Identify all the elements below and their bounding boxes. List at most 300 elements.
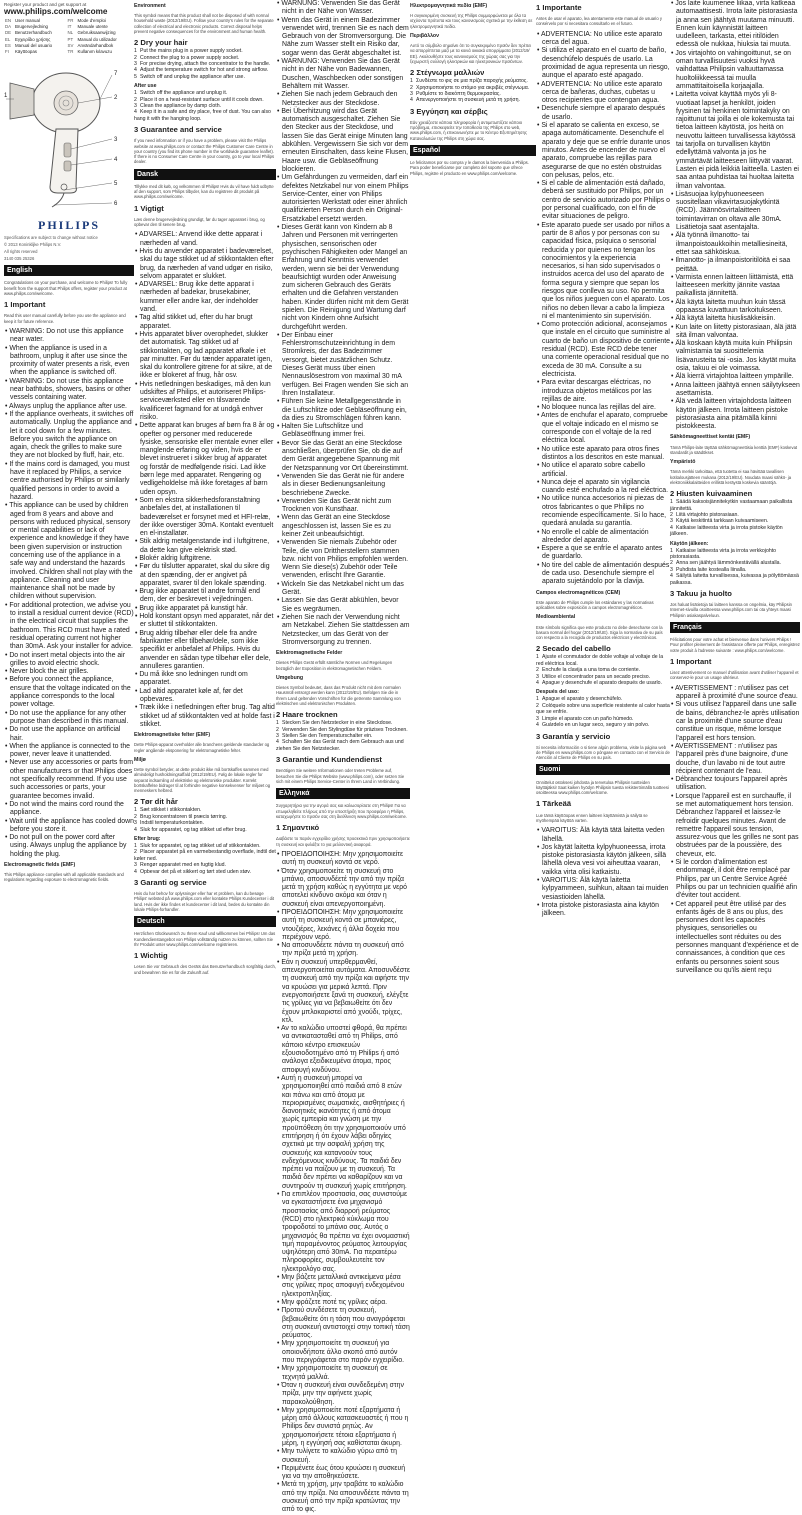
espanol-env-heading: Medioambiental xyxy=(536,614,576,621)
bullet-item: • Jos virtajohto on vahingoittunut, se on oman turvallisuutesi vuoksi hyvä vaihdattaa Philipsin valtuuttamassa huoltoliikkeessä tai muulla ammattitaitoisella korjaajalla. xyxy=(670,50,800,91)
espanol-h1-note: Antes de usar el aparato, lea atentamente este manual de usuario y consérvelo por si necesitara consultarlo en el futuro. xyxy=(536,16,662,27)
bullet-item: • Älä koskaan käytä muita kuin Philipsin valmistamia tai suosittelemia lisävarusteita tai -osia. Jos käytät muita osia, takuu ei ole voimassa. xyxy=(670,340,800,373)
step-number: 2 xyxy=(536,702,539,709)
bullet-item: • WARNING: Do not use this appliance near water. xyxy=(4,328,134,345)
step-item xyxy=(670,573,800,586)
bullet-item: • If the mains cord is damaged, you must have it replaced by Philips, a service centre authorised by Philips or similarly qualified persons in order to avoid a hazard. xyxy=(4,461,134,502)
bullet-item: • Älä kierrä virtajohtoa laitteen ympärille. xyxy=(670,373,800,381)
speed-switch xyxy=(64,161,71,171)
step-number: 1 xyxy=(536,696,539,703)
step-text: Puhdista laite kostealla liinalla. xyxy=(676,566,747,573)
deutsch-env-text: Dieses Symbol bedeutet, dass das Produkt nicht mit dem normalen Hausmüll entsorgt werden kann (2012/19/EU). Befolgen Sie die in Ihrem Land geltenden Vorschriften für die getrennte Sammlung von elektrischen und elektronischen Produkten. xyxy=(276,685,401,706)
language-code: PT xyxy=(67,36,74,42)
step-number: 3 xyxy=(536,715,539,722)
bullet-item: • Do not use the appliance for any other purpose than described in this manual. xyxy=(4,710,134,727)
suomi-emf-heading: Sähkömagneettiset kentät (EMF) xyxy=(670,434,751,441)
bullet-item: • Όταν χρησιμοποιείτε τη συσκευή στο μπάνιο, αποσυνδέετέ την από την πρίζα μετά τη χρήση καθώς η εγγύτητα με νερό αποτελεί κίνδυνο ακόμα και όταν η συσκευή είναι απενεργοποιημένη. xyxy=(276,868,410,909)
step-item xyxy=(670,548,800,561)
bullet-item: • Tag altid stikket ud, efter du har brugt apparatet. xyxy=(134,314,276,331)
deutsch-steps xyxy=(276,720,410,752)
step-text: Place it on a heat-resistant surface until it cools down. xyxy=(140,96,264,103)
bullet-item: • ADVARSEL: Anvend ikke dette apparat i nærheden af vand. xyxy=(134,231,276,248)
section-dansk: Dansk xyxy=(134,169,276,180)
bullet-item: • Antes de enchufar el aparato, compruebe que el voltaje indicado en el mismo se corresponde con el voltaje de la red eléctrica local. xyxy=(536,412,670,445)
espanol-emf-heading: Campos electromagnéticos (CEM) xyxy=(536,589,621,596)
greek-items-start xyxy=(276,851,410,1515)
bullet-item: • VAROITUS: Älä käytä laitetta kylpyammeen, suihkun, altaan tai muiden vesiastioiden lähellä. xyxy=(536,877,670,902)
step-text: Connect the plug to a power supply socket. xyxy=(140,54,240,61)
step-number: 2 xyxy=(134,813,137,820)
bullet-item: • Halten Sie Luftschlitze und Gebläseöffnung immer frei. xyxy=(276,423,410,440)
suomi-h1: 1 Tärkeää xyxy=(536,799,572,809)
bullet-item: • Για επιπλέον προστασία, σας συνιστούμε να εγκαταστήσετε ένα μηχανισμό προστασίας από διαρροή ρεύματος (RCD) στο ηλεκτρικό κύκλωμα που τροφοδοτεί το μπάνιο σας. Αυτός ο μηχανισμός θα πρέπει να έχει ονομαστική τιμή παραμένοντος ρεύματος λειτουργίας υψηλότερη από 30mA. Για περαιτέρω πληροφορίες, συμβουλευτείτε τον ηλεκτρολόγο σας. xyxy=(276,1191,410,1274)
language-code: EL xyxy=(5,36,11,42)
step-text: Indstil temperaturkontakten. xyxy=(140,820,205,827)
dansk-h1: 1 Vigtigt xyxy=(134,203,164,213)
language-code: EN xyxy=(5,18,12,23)
language-name: Användarhandbok xyxy=(77,42,114,48)
step-text: Put the mains plug in a power supply socket. xyxy=(140,48,243,55)
dansk-emf-heading: Elektromagnetiske felter (EMF) xyxy=(134,732,211,739)
step-number: 1 xyxy=(134,48,137,55)
language-name: Benutzerhandbuch xyxy=(15,30,52,36)
espanol-h3: 3 Garantía y servicio xyxy=(536,731,611,741)
bullet-item: • Wenn das Gerät an eine Steckdose angeschlossen ist, lassen Sie es zu keiner Zeit unbeaufsichtigt. xyxy=(276,514,410,539)
suomi-emf-text: Tämä Philips-laite täyttää sähkömagneettisia kenttiä (EMF) koskevat standardit ja säädökset. xyxy=(670,444,798,455)
step-item xyxy=(670,525,800,538)
step-text: Katkaise laitteesta virta ja irrota pistoke käytön jälkeen. xyxy=(670,524,783,538)
language-code: DE xyxy=(5,30,12,36)
step-text: Utilice el concentrador para un secado preciso. xyxy=(542,673,651,680)
step-number: 1 xyxy=(134,90,137,97)
bullet-item: • Wait until the appliance has cooled down before you store it. xyxy=(4,818,134,835)
bullet-item: • Cet appareil peut être utilisé par des enfants âgés de 8 ans ou plus, des personnes dont les capacités physiques, sensorielles ou intellectuelles sont réduites ou des personnes manquant d'expérience et de connaissances, à condition que ces enfants ou personnes soient sous surveillance ou qu'ils aient reçu xyxy=(670,901,800,976)
dansk-h3-text: Hvis du har behov for oplysninger eller har et problem, kan du besøge Philips' websted på www.philips.com eller kontakte Philips Kundecenter i dit land. Hvis der ikke findes et kundecenter i dit land, bedes du kontakte din lokale Philips-forhandler. xyxy=(134,891,274,912)
suomi-intro: Onnittelut ostoksesi johdosta ja tervetuloa Philipsin tuotteiden käyttäjäksi! Saat kaiken hyödyn Philipsin tuesta rekisteröimällä tuotteesi osoitteessa www.philips.com/welcome. xyxy=(536,779,669,796)
greek-env-heading: Περιβάλλον xyxy=(410,32,439,39)
espanol-emf-text: Este aparato de Philips cumple los estándares y las normativas aplicables sobre exposición a campos electromagnéticos. xyxy=(536,599,654,611)
bullet-item: • Ziehen Sie nach der Verwendung nicht am Netzkabel. Ziehen Sie stattdessen am Netzstecker, um das Gerät von der Stromversorgung zu trennen. xyxy=(276,614,410,647)
step-number: 3 xyxy=(134,61,137,67)
suomi-after-steps xyxy=(670,548,800,586)
bullet-item: • Verwenden Sie niemals Zubehör oder Teile, die von Drittherstellern stammen bzw. nicht von Philips empfohlen werden. Wenn Sie diese(s) Zubehör oder Teile verwenden, erlischt Ihre Garantie. xyxy=(276,539,410,580)
suomi-h2: 2 Hiusten kuivaaminen xyxy=(670,489,753,499)
bullet-item: • Μην χρησιμοποιείτε τη συσκευή για οποιονδήποτε άλλο σκοπό από αυτόν που περιγράφεται στο παρόν εγχειρίδιο. xyxy=(276,1340,410,1365)
english-items xyxy=(4,328,134,859)
step-text: Sæt stikket i stikkontakten. xyxy=(140,807,202,814)
step-number: 4 xyxy=(410,97,413,104)
step-number: 3 xyxy=(536,673,539,680)
section-deutsch: Deutsch xyxy=(134,916,276,927)
step-item xyxy=(536,722,670,728)
english-steps xyxy=(134,48,276,80)
dansk-h2: 2 Tør dit hår xyxy=(134,797,178,807)
bullet-item: • AVERTISSEMENT : n'utilisez pas l'appareil près d'une baignoire, d'une douche, d'un lavabo ni de tout autre récipient contenant de l'eau. xyxy=(670,743,800,776)
greek-h3: 3 Εγγύηση και σέρβις xyxy=(410,106,488,116)
step-text: Switch off and unplug the appliance after use. xyxy=(140,73,245,80)
espanol-env-text: Este símbolo significa que este producto no debe desecharse con la basura normal del hogar (2012/19/UE). Siga la normativa de su país con respecto a la recogida de productos eléctricos y electrónicos. xyxy=(536,624,663,641)
step-item xyxy=(276,739,410,752)
doc-code: 3140 035 25326 xyxy=(4,256,35,262)
figure-label-3: 3 xyxy=(114,137,118,144)
english-emf-heading: Electromagnetic fields (EMF) xyxy=(4,861,76,868)
greek-emf-heading: Ηλεκτρομαγνητικά πεδία (EMF) xyxy=(410,3,488,9)
bullet-item: • ADVERTENCIA: No utilice este aparato cerca del agua. xyxy=(536,31,670,48)
rights: All rights reserved xyxy=(4,249,38,255)
bullet-item: • Älä käytä laitetta muuhun kuin tässä oppaassa kuvattuun tarkoitukseen. xyxy=(670,299,800,316)
language-name: Brugervejledning xyxy=(15,24,48,30)
bullet-item: • Never use any accessories or parts from other manufacturers or that Philips does not specifically recommend. If you use such accessories or parts, your guarantee becomes invalid. xyxy=(4,759,134,800)
espanol-items xyxy=(536,31,670,587)
bullet-item: • Este aparato puede ser usado por niños a partir de 8 años y por personas con su capacidad física, psíquica o sensorial reducida y por quienes no tengan los conocimientos y la experiencia necesarios, si han sido supervisados o instruidos acerca del uso del aparato de forma segura y siempre que sepan los riesgos que conlleva su uso. No permita que los niños jueguen con el aparato. Los niños no deben llevar a cabo la limpieza ni el mantenimiento sin supervisión. xyxy=(536,222,670,322)
espanol-after-steps xyxy=(536,696,670,728)
suomi-h3-text: Jos haluat lisätietoja tai laitteen kanssa on ongelmia, käy Philipsin Internet-sivuilla osoitteessa www.philips.com tai ota yhteys maasi Philipsin asiakaspalveluun. xyxy=(670,602,792,618)
step-number: 3 xyxy=(134,862,137,869)
bullet-item: • Ziehen Sie nach jedem Gebrauch den Netzstecker aus der Steckdose. xyxy=(276,91,410,108)
bullet-item: • Nunca deje el aparato sin vigilancia cuando esté enchufado a la red eléctrica. xyxy=(536,479,670,496)
bullet-item: • Som en ekstra sikkerhedsforanstaltning anbefales det, at installationen til badeværelset er forsynet med et HFI-relæ, der ikke overstiger 30mA. Kontakt eventuelt en el-installatør. xyxy=(134,497,276,538)
step-text: Guárdelo en un lugar seco, seguro y sin polvo. xyxy=(542,722,650,729)
bullet-item: • Εάν η συσκευή υπερθερμανθεί, απενεργοποιείται αυτόματα. Αποσυνδέστε τη συσκευή από την πρίζα και αφήστε την να κρυώσει για μερικά λεπτά. Πριν ενεργοποιήσετε ξανά τη συσκευή, ελέγξτε τις γρίλιες για να βεβαιωθείτε ότι δεν έχουν μπλοκαριστεί από χνούδι, τρίχες, κτλ. xyxy=(276,959,410,1025)
bullet-item: • ADVARSEL: Brug ikke dette apparat i nærheden af badekar, brusekabiner, kummer eller andre kar, der indeholder vand. xyxy=(134,281,276,314)
bullet-item: • Do not pull on the power cord after using. Always unplug the appliance by holding the plug. xyxy=(4,834,134,859)
bullet-item: • Si el aparato se calienta en exceso, se apaga automáticamente. Desenchufe el aparato y deje que se enfríe durante unos minutos. Antes de encender de nuevo el aparato, compruebe las rejillas para asegurarse de que no estén obstruidas con pelusas, pelos, etc. xyxy=(536,122,670,180)
bullet-item: • Dette apparat kan bruges af børn fra 8 år og opefter og personer med reducerede fysiske, sensoriske eller mentale evner eller manglende erfaring og viden, hvis de er blevet instrueret i sikker brug af apparatet og forstår de medfølgende risici. Lad ikke børn lege med apparatet. Rengøring og vedligeholdelse må ikke foretages af børn uden opsyn. xyxy=(134,422,276,497)
step-number: 1 xyxy=(670,547,673,554)
dansk-h1-note: Læs denne brugervejledning grundigt, før du tager apparatet i brug, og opbevar den til senere brug. xyxy=(134,216,265,228)
language-index xyxy=(4,18,132,55)
bullet-item: • Um Gefährdungen zu vermeiden, darf ein defektes Netzkabel nur von einem Philips Service-Center, einer von Philips autorisierten Werkstatt oder einer ähnlich qualifizierten Person durch ein Original-Ersatzkabel ersetzt werden. xyxy=(276,174,410,224)
english-env-text: This symbol means that this product shall not be disposed of with normal household waste (2012/19/EU). Follow your country's rules for the separate collection of electrical and electronic products. Correct disposal helps prevent negative consequences for the environment and human health. xyxy=(134,13,274,34)
language-code: SV xyxy=(67,42,74,48)
dansk-env-heading: Miljø xyxy=(134,757,146,763)
deutsch-h1-note: Lesen Sie vor Gebrauch des Geräts das Benutzerhandbuch sorgfältig durch, und bewahren Sie es für die Zukunft auf. xyxy=(134,964,276,975)
step-item xyxy=(134,827,276,833)
greek-emf-text: Η συγκεκριμένη συσκευή της Philips συμμορφώνεται με όλα τα ισχύοντα πρότυπα και τους κανονισμούς σχετικά με την έκθεση σε ηλεκτρομαγνητικά πεδία. xyxy=(410,13,533,29)
dansk-env-text: Dette symbol betyder, at dette produkt ikke må bortskaffes sammen med almindeligt husholdningsaffald (2012/19/EU). Følg de lokale regler for separat indsamling af elektriske og elektroniske produkter. Korrekt bortskaffelse bidrager til at forhindre negative konsekvenser for miljøet og menneskers helbred. xyxy=(134,767,271,793)
bullet-item: • Before you connect the appliance, ensure that the voltage indicated on the appliance corresponds to the local power voltage. xyxy=(4,676,134,709)
figure-label-1: 1 xyxy=(4,93,8,100)
register-text: Register your product and get support at xyxy=(4,2,87,7)
spec-note: Specifications are subject to change without notice xyxy=(4,235,98,241)
column-1 xyxy=(4,0,134,1119)
step-text: Sluk for apparatet, og tag stikket ud af stikkontakten. xyxy=(140,843,261,850)
bullet-item: • Laitetta voivat käyttää myös yli 8-vuotiaat lapset ja henkilöt, joiden fyysinen tai henkinen toimintakyky on rajoittunut tai joilla ei ole kokemusta tai tietoa laitteen käytöstä, jos heitä on neuvottu laitteen turvallisessa käytössä tai tarjolla on turvallisen käytön edellyttämä valvonta ja jos he ymmärtävät laitteeseen liittyvät vaarat. Lasten ei pidä leikkiä laitteella. Lasten ei saa antaa puhdistaa tai huoltaa laitetta ilman valvontaa. xyxy=(670,91,800,191)
step-text: Ρυθμίστε το διακόπτη θερμοκρασίας. xyxy=(416,90,501,97)
greek-intro: Συγχαρητήρια για την αγορά σας και καλωσορίσατε στη Philips! Για να επωφεληθείτε πλήρως από την υποστήριξη που προσφέρει η Philips, καταχωρήστε το προϊόν σας στη διεύθυνση www.philips.com/welcome. xyxy=(276,803,407,819)
english-h3: 3 Guarantee and service xyxy=(134,125,222,135)
bullet-item: • Älä työnnä ilmanotto- tai ilmanpoistoaukkoihin metalliesineitä, ettet saa sähköiskua. xyxy=(670,232,800,257)
bullet-item: • Kun laite on liitetty pistorasiaan, älä jätä sitä ilman valvontaa. xyxy=(670,324,800,341)
dansk-after-heading: Efter brug: xyxy=(134,836,161,843)
suomi-h1-note: Lue tämä käyttöopas ennen laitteen käyttämistä ja säilytä se myöhempää käyttöä varten. xyxy=(536,812,648,823)
deutsch-h1: 1 Wichtig xyxy=(134,951,168,961)
product-figure xyxy=(4,59,134,214)
section-francais: Français xyxy=(670,622,800,633)
bullet-item: • This appliance can be used by children aged from 8 years and above and persons with reduced physical, sensory or mental capabilities or lack of experience and knowledge if they have been given supervision or instruction concerning use of the appliance in a safe way and understand the hazards involved. Children shall not play with the appliance. Cleaning and user maintenance shall not be made by children without supervision. xyxy=(4,502,134,602)
suomi-items-start xyxy=(536,827,670,918)
espanol-h1: 1 Importante xyxy=(536,3,582,12)
bullet-item: • No utilice nunca accesorios ni piezas de otros fabricantes o que Philips no recomiende específicamente. Si lo hace, quedará anulada su garantía. xyxy=(536,495,670,528)
bullet-item: • Hvis apparatet bliver overophedet, slukker det automatisk. Tag stikket ud af stikkontakten, og lad apparatet afkøle i et par minutter. Før du tænder apparatet igen, skal du kontrollere gitrene for at sikre, at de ikke er blokeret af fnug, hår osv. xyxy=(134,331,276,381)
suomi-items xyxy=(670,0,800,431)
step-item xyxy=(536,680,670,686)
bullet-item: • Débranchez toujours l'appareil après utilisation. xyxy=(670,776,800,793)
step-text: Switch off the appliance and unplug it. xyxy=(140,90,228,97)
bullet-item: • Όταν η συσκευή είναι συνδεδεμένη στην πρίζα, μην την αφήνετε χωρίς παρακολούθηση. xyxy=(276,1382,410,1407)
step-item xyxy=(134,869,276,875)
bullet-item: • Der Einbau einer Fehlerstromschutzeinrichtung in dem Stromkreis, der das Badezimmer versorgt, bietet zusätzlichen Schutz. Dieses Gerät muss über einen Nennauslösestrom von maximal 30 mA verfügen. Bei Fragen wenden Sie sich an Ihren Installateur. xyxy=(276,332,410,398)
deutsch-h3-text: Benötigen Sie weitere Informationen oder treten Probleme auf, besuchen Sie die Philips Website (www.philips.com), oder setzen Sie sich mit einem Philips Service-Center in Ihrem Land in Verbindung. xyxy=(276,768,405,784)
figure-label-6: 6 xyxy=(114,201,118,208)
step-number: 4 xyxy=(536,722,539,729)
step-text: Adjust the temperature switch for hot and strong airflow. xyxy=(140,67,269,74)
hair-dryer-illustration xyxy=(4,59,130,209)
step-text: Enchufe la clavija a una toma de corriente. xyxy=(542,667,641,674)
bullet-item: • Si vous utilisez l'appareil dans une salle de bains, débranchez-le après utilisation car la proximité d'une source d'eau constitue un risque, même lorsque l'appareil est hors tension. xyxy=(670,701,800,742)
bullet-item: • Bevor Sie das Gerät an eine Steckdose anschließen, überprüfen Sie, ob die auf dem Gerät angegebene Spannung mit der Netzspannung vor Ort übereinstimmt. xyxy=(276,440,410,473)
bullet-item: • Si le cordon d'alimentation est endommagé, il doit être remplacé par Philips, par un Centre Service Agréé Philips ou par un technicien qualifié afin d'éviter tout accident. xyxy=(670,859,800,900)
step-number: 1 xyxy=(134,843,137,850)
suomi-env-heading: Ympäristö xyxy=(670,459,696,466)
bullet-item: • ΠΡΟΕΙΔΟΠΟΙΗΣΗ: Μην χρησιμοποιείτε αυτή τη συσκευή κοντά σε μπανιέρες, ντουζιέρες, λεκάνες ή άλλα δοχεία που περιέχουν νερό. xyxy=(276,909,410,942)
language-code: TR xyxy=(67,49,74,55)
bullet-item: • Verwenden Sie das Gerät nicht zum Trocknen von Kunsthaar. xyxy=(276,498,410,515)
step-text: Säilytä laitetta turvallisessa, kuivassa ja pölyttömässä paikassa. xyxy=(670,573,799,586)
bullet-item: • Να αποσυνδέετε πάντα τη συσκευή από την πρίζα μετά τη χρήση. xyxy=(276,942,410,959)
step-number: 4 xyxy=(134,826,137,833)
bullet-item: • Para evitar descargas eléctricas, no introduzca objetos metálicos por las rejillas de aire. xyxy=(536,379,670,404)
step-text: Sluk for apparatet, og tag stikket ud efter brug. xyxy=(140,826,247,833)
suomi-after-heading: Käytön jälkeen: xyxy=(670,540,709,547)
deutsch-h2: 2 Haare trocknen xyxy=(276,710,338,720)
language-code: FI xyxy=(5,49,9,55)
step-item xyxy=(536,703,670,716)
language-name: Gebruiksaanwijzing xyxy=(77,30,116,36)
bullet-item: • Μην χρησιμοποιείτε τη συσκευή σε τεχνητά μαλλιά. xyxy=(276,1365,410,1382)
step-number: 4 xyxy=(134,868,137,875)
bullet-item: • Bei Überhitzung wird das Gerät automatisch ausgeschaltet. Ziehen Sie den Stecker aus der Steckdose, und lassen Sie das Gerät einige Minuten lang abkühlen. Vergewissern Sie sich vor dem erneuten Einschalten, dass keine Flusen, Haare usw. die Gebläseöffnung blockieren. xyxy=(276,108,410,174)
step-number: 1 xyxy=(276,720,279,727)
bullet-item: • Jos laite kuumenee liikaa, virta katkeaa automaattisesti. Irrota laite pistorasiasta ja anna sen jäähtyä muutama minuutti. Ennen kuin käynnistät laitteen uudelleen, tarkasta, ettei ritilöiden edessä ole nukkaa, hiuksia tai muuta. xyxy=(670,0,800,50)
bullet-item: • Lad altid apparatet køle af, før det opbevares. xyxy=(134,688,276,705)
bullet-item: • No bloquee nunca las rejillas del aire. xyxy=(536,404,670,412)
deutsch-items xyxy=(276,0,410,647)
step-number: 5 xyxy=(134,73,137,80)
bullet-item: • If the appliance overheats, it switches off automatically. Unplug the appliance and let it cool down for a few minutes. Before you switch the appliance on again, check the grilles to make sure they are not blocked by fluff, hair, etc. xyxy=(4,411,134,461)
bullet-item: • Do not wind the mains cord round the appliance. xyxy=(4,801,134,818)
bullet-item: • Wenn das Gerät in einem Badezimmer verwendet wird, trennen Sie es nach dem Gebrauch von der Stromversorgung. Die Nähe zum Wasser stellt ein Risiko dar, sogar wenn das Gerät abgeschaltet ist. xyxy=(276,17,410,58)
language-name: Manuale utente xyxy=(77,24,108,30)
espanol-h2: 2 Secado del cabello xyxy=(536,644,611,654)
deutsch-env-heading: Umgebung xyxy=(276,674,304,681)
section-english: English xyxy=(4,265,134,276)
step-text: Stellen Sie den Temperaturschalter ein. xyxy=(282,732,373,739)
english-h2: 2 Dry your hair xyxy=(134,38,188,48)
bullet-item: • Varmista ennen laitteen liittämistä, että laitteeseen merkitty jännite vastaa paikallista jännitettä. xyxy=(670,274,800,299)
espanol-steps xyxy=(536,654,670,686)
temperature-switch xyxy=(64,143,71,157)
suomi-steps xyxy=(670,499,800,537)
step-item xyxy=(134,109,276,122)
bullet-item: • Älä vedä laitteen virtajohdosta laitteen käytön jälkeen. Irrota laitteen pistoke pistorasiasta aina pitämällä kiinni pistokkeesta. xyxy=(670,398,800,431)
dansk-h3: 3 Garanti og service xyxy=(134,878,207,888)
dansk-emf-text: Dette Philips-apparat overholder alle branchens gældende standarder og regler angående eksponering for elektromagnetiske felter. xyxy=(134,742,270,753)
suomi-env-text: Tämä merkki tarkoittaa, että tuotetta ei saa hävittää tavallisen kotitalousjätteen mukana (2012/19/EU). Noudata maasi sähkö- ja elektroniikkalaitteiden erillistä keräystä koskevia sääntöjä. xyxy=(670,469,792,485)
bullet-item: • Si utiliza el aparato en el cuarto de baño, desenchúfelo después de usarlo. La proximidad de agua representa un riesgo, aunque el aparato esté apagado. xyxy=(536,47,670,80)
step-text: Ajuste el conmutador de doble voltaje al voltaje de la red eléctrica local. xyxy=(536,654,664,667)
greek-h1: 1 Σημαντικό xyxy=(276,823,320,833)
bullet-item: • No enrolle el cable de alimentación alrededor del aparato. xyxy=(536,529,670,546)
step-item xyxy=(536,654,670,667)
step-number: 1 xyxy=(410,78,413,85)
language-name: Käyttöopas xyxy=(15,49,37,55)
bullet-item: • Περιμένετε έως ότου κρυώσει η συσκευή για να την αποθηκεύσετε. xyxy=(276,1465,410,1482)
step-number: 3 xyxy=(670,518,673,525)
dansk-steps xyxy=(134,807,276,833)
figure-label-5: 5 xyxy=(114,181,118,188)
bullet-item: • No utilice este aparato para otros fines distintos a los descritos en este manual. xyxy=(536,446,670,463)
bullet-item: • Verwenden Sie das Gerät nie für andere als in dieser Bedienungsanleitung beschriebene Zwecke. xyxy=(276,473,410,498)
language-code: NL xyxy=(67,30,74,36)
column-2 xyxy=(134,0,276,1119)
step-number: 2 xyxy=(670,512,673,519)
step-text: Clean the appliance by damp cloth. xyxy=(140,103,222,110)
figure-label-2: 2 xyxy=(114,95,118,102)
bullet-item: • Si el cable de alimentación está dañado, deberá ser sustituido por Philips, por un centro de servicio autorizado por Philips o por personal cualificado, con el fin de evitar situaciones de peligro. xyxy=(536,180,670,221)
bullet-item: • Älä käytä laitetta hiuslisäkkeisiin. xyxy=(670,315,800,323)
bullet-item: • Μην τυλίγετε το καλώδιο γύρω από τη συσκευή. xyxy=(276,1448,410,1465)
bullet-item: • Μετά τη χρήση, μην τραβάτε το καλώδιο από την πρίζα. Να αποσυνδέετε πάντα τη συσκευή από την πρίζα κρατώντας την από το φις. xyxy=(276,1481,410,1514)
bullet-item: • No tire del cable de alimentación después de cada uso. Desenchufe siempre el aparato sujetándolo por la clavija. xyxy=(536,562,670,587)
column-4 xyxy=(410,0,536,1119)
step-text: Anna sen jäähtyä lämmönkestävällä alustalla. xyxy=(676,560,781,567)
suomi-h3: 3 Takuu ja huolto xyxy=(670,589,732,599)
francais-intro: Félicitations pour votre achat et bienvenue dans l'univers Philips ! Pour profiter pleinement de l'assistance offerte par Philips, enregistrez votre produit à l'adresse suivante : www.philips.com/welcome. xyxy=(670,637,800,653)
bullet-item: • WARNING: Do not use this appliance near bathtubs, showers, basins or other vessels containing water. xyxy=(4,378,134,403)
step-number: 2 xyxy=(536,667,539,674)
step-text: Apague y desenchufe el aparato después de usarlo. xyxy=(542,680,662,687)
bullet-item: • Hold konstant opsyn med apparatet, når det er sluttet til stikkontakten. xyxy=(134,613,276,630)
step-text: Schalten Sie das Gerät nach dem Gebrauch aus und ziehen Sie den Netzstecker. xyxy=(276,739,404,752)
column-3 xyxy=(276,0,410,1514)
bullet-item: • Jos käytät laitetta kylpyhuoneessa, irrota pistoke pistorasiasta käytön jälkeen, sillä lähellä oleva vesi voi aiheuttaa vaaran, vaikka virta olisi katkaistu. xyxy=(536,844,670,877)
english-h1-note: Read this user manual carefully before you use the appliance and keep it for future reference. xyxy=(4,313,126,324)
bullet-item: • Do not insert metal objects into the air grilles to avoid electric shock. xyxy=(4,652,134,669)
section-greek: Ελληνικά xyxy=(276,788,410,799)
bullet-item: • WARNUNG: Verwenden Sie das Gerät nicht in der Nähe von Wasser. xyxy=(276,0,410,17)
step-text: Keep it in a safe and dry place, free of dust. You can also hang it with the hanging loop. xyxy=(134,109,271,122)
bullet-item: • Før du tilslutter apparatet, skal du sikre dig at den spænding, der er angivet på apparatet, svarer til den lokale spænding. xyxy=(134,563,276,588)
bullet-item: • Anna laitteen jäähtyä ennen säilytykseen asettamista. xyxy=(670,382,800,399)
english-after-heading: After use xyxy=(134,83,157,90)
step-number: 2 xyxy=(134,96,137,103)
step-number: 4 xyxy=(134,109,137,116)
dansk-after-steps xyxy=(134,843,276,875)
english-emf-text: This Philips appliance complies with all applicable standards and regulations regarding exposure to electromagnetic fields. xyxy=(4,872,124,883)
deutsch-h3: 3 Garantie und Kundendienst xyxy=(276,755,382,765)
bullet-item: • Αυτή η συσκευή μπορεί να χρησιμοποιηθεί από παιδιά από 8 ετών και πάνω και από άτομα με περιορισμένες σωματικές, αισθητήριες ή διανοητικές ικανότητες ή από άτομα χωρίς εμπειρία και γνώση με την προϋπόθεση ότι την χρησιμοποιούν υπό επιτήρηση ή ότι έχουν λάβει οδηγίες σχετικά με την ασφαλή χρήση της συσκευής και κατανοούν τους ενδεχόμενους κινδύνους. Τα παιδιά δεν πρέπει να παίζουν με τη συσκευή. Τα παιδιά δεν πρέπει να καθαρίζουν και να συντηρούν τη συσκευή χωρίς επιτήρηση. xyxy=(276,1075,410,1191)
language-code: IT xyxy=(67,24,72,30)
step-number: 4 xyxy=(670,524,673,531)
english-intro: Congratulations on your purchase, and welcome to Philips! To fully benefit from the support that Philips offers, register your product at www.philips.com/welcome. xyxy=(4,280,128,296)
step-number: 2 xyxy=(670,560,673,567)
bullet-item: • When the appliance is used in a bathroom, unplug it after use since the proximity of water presents a risk, even when the appliance is switched off. xyxy=(4,345,134,378)
step-number: 1 xyxy=(670,499,673,506)
bullet-item: • ΠΡΟΕΙΔΟΠΟΙΗΣΗ: Μην χρησιμοποιείτε αυτή τη συσκευή κοντά σε νερό. xyxy=(276,851,410,868)
step-number: 3 xyxy=(276,732,279,739)
language-code: FR xyxy=(67,18,74,23)
step-item xyxy=(134,74,276,80)
figure-label-7: 7 xyxy=(114,71,118,78)
bullet-item: • Irrota pistoke pistorasiasta aina käytön jälkeen. xyxy=(536,902,670,919)
bullet-item: • VAROITUS: Älä käytä tätä laitetta veden lähellä. xyxy=(536,827,670,844)
bullet-item: • Lorsque l'appareil est en surchauffe, il se met automatiquement hors tension. Débranchez l'appareil et laissez-le refroidir quelques minutes. Avant de remettre l'appareil sous tension, assurez-vous que les grilles ne sont pas obstruées par de la poussière, des cheveux, etc. xyxy=(670,793,800,859)
language-name: Manual del usuario xyxy=(15,42,53,48)
step-number: 2 xyxy=(276,726,279,733)
bullet-item: • Do not use the appliance on artificial hair. xyxy=(4,726,134,743)
francais-items xyxy=(670,685,800,975)
espanol-after-heading: Después del uso: xyxy=(536,689,579,696)
francais-h1-note: Lisez attentivement ce manuel d'utilisation avant d'utiliser l'appareil et conservez-le pour un usage ultérieur. xyxy=(670,670,799,681)
english-after-steps xyxy=(134,90,276,122)
deutsch-intro: Herzlichen Glückwunsch zu Ihrem Kauf und willkommen bei Philips! Um das Kundendienstangebot von Philips vollständig nutzen zu können, sollten Sie Ihr Produkt unter www.philips.com/welcome registrieren. xyxy=(134,931,276,947)
step-item xyxy=(670,499,800,512)
dryer-handle xyxy=(50,129,78,193)
figure-label-4: 4 xyxy=(114,157,118,164)
bullet-item: • Wickeln Sie das Netzkabel nicht um das Gerät. xyxy=(276,581,410,598)
air-grille xyxy=(54,91,78,115)
step-number: 3 xyxy=(410,90,413,97)
bullet-item: • Hvis netledningen beskadiges, må den kun udskiftes af Philips, et autoriseret Philips-serviceværksted eller en tilsvarende kvalificeret fagmand for at undgå enhver risiko. xyxy=(134,381,276,422)
greek-h2: 2 Στέγνωμα μαλλιών xyxy=(410,68,485,78)
bullet-item: • Αν το καλώδιο υποστεί φθορά, θα πρέπει να αντικατασταθεί από τη Philips, από κάποιο κέντρο επισκευών εξουσιοδοτημένο από τη Philips ή από ανάλογα εξειδικευμένα άτομα, προς αποφυγή κινδύνου. xyxy=(276,1025,410,1075)
bullet-item: • Always unplug the appliance after use. xyxy=(4,403,134,411)
copyright: © 2013 Koninklijke Philips N.V. xyxy=(4,242,62,248)
step-number: 4 xyxy=(670,573,673,580)
greek-h3-text: Εάν χρειάζεστε κάποια πληροφορία ή αντιμετωπίζετε κάποιο πρόβλημα, επισκεφτείτε την τοποθεσία της Philips στο web, www.philips.com, ή επικοινωνήστε με το Κέντρο Εξυπηρέτησης Καταναλωτών της Philips στη χώρα σας. xyxy=(410,119,527,141)
bullet-item: • Never block the air grilles. xyxy=(4,668,134,676)
language-code: DA xyxy=(5,24,12,30)
language-name: Mode d'emploi xyxy=(77,18,106,23)
step-text: Apague el aparato y desenchúfelo. xyxy=(542,696,623,703)
philips-logo: PHILIPS xyxy=(37,218,100,233)
bullet-item: • Brug aldrig tilbehør eller dele fra andre fabrikanter eller tilbehør/dele, som ikke specifikt er anbefalet af Philips. Hvis du anvender en sådan type tilbehør eller dele, annulleres garantien. xyxy=(134,630,276,671)
bullet-item: • Træk ikke i netledningen efter brug. Tag altid stikket ud af stikkontakten ved at holde fast i stikket. xyxy=(134,704,276,729)
bullet-item: • Brug ikke apparatet til andre formål end dem, der er beskrevet i vejledningen. xyxy=(134,588,276,605)
welcome-url[interactable]: www.philips.com/welcome xyxy=(4,7,108,16)
step-text: Placer apparatet på en varmebestandig overflade, indtil det køler ned. xyxy=(134,849,276,862)
espanol-h3-text: Si necesita información o si tiene algún problema, visite la página web de Philips en www.philips.com o póngase en contacto con el Servicio de Atención al Cliente de Philips en su país. xyxy=(536,744,670,761)
bullet-item: • Desenchufe siempre el aparato después de usarlo. xyxy=(536,105,670,122)
english-h1: 1 Important xyxy=(4,300,46,310)
dansk-intro: Tillykke med dit køb, og velkommen til Philips! Hvis du vil have fuldt udbytte af den support, som Philips tilbyder, kan du registrere dit produkt på www.philips.com/welcome. xyxy=(134,183,274,200)
bullet-item: • Lisäsuojaa kylpyhuoneeseen suositellaan vikavirtasuojakytkintä (RCD). Jäännösvirtalaitteen toimintavirran on oltava alle 30mA. Lisätietoja saat asentajalta. xyxy=(670,191,800,232)
francais-h1: 1 Important xyxy=(670,657,712,667)
step-text: Rengør apparatet med en fugtig klud. xyxy=(140,862,226,869)
bullet-item: • Du må ikke sno ledningen rundt om apparatet. xyxy=(134,671,276,688)
deutsch-emf-heading: Elektromagnetische Felder xyxy=(276,650,343,657)
step-text: Colóquelo sobre una superficie resistente al calor hasta que se enfríe. xyxy=(536,702,670,716)
bullet-item: • ADVERTENCIA: No utilice este aparato cerca de bañeras, duchas, cubetas u otros recipientes que contengan agua. xyxy=(536,81,670,106)
step-text: Verwenden Sie den Stylingdüse für präzises Trocknen. xyxy=(282,726,408,733)
step-text: Brug koncentratoren til præcis tørring. xyxy=(140,813,228,820)
step-number: 1 xyxy=(134,807,137,814)
bullet-item: • For additional protection, we advise you to install a residual current device (RCD) in the electrical circuit that supplies the bathroom. This RCD must have a rated residual operating current not higher than 30mA. Ask your installer for advice. xyxy=(4,602,134,652)
bullet-item: • Como protección adicional, aconsejamos que instale en el circuito que suministre al cuarto de baño un dispositivo de corriente residual (RCD). Este RCD debe tener una corriente operacional residual que no exceda de 30 mA. Consulte a su electricista. xyxy=(536,321,670,379)
concentrator-nozzle xyxy=(10,83,34,119)
bullet-item: • Μην βάζετε μεταλλικά αντικείμενα μέσα στις γρίλιες προς αποφυγή ενδεχομένου ηλεκτροπληξίας. xyxy=(276,1274,410,1299)
